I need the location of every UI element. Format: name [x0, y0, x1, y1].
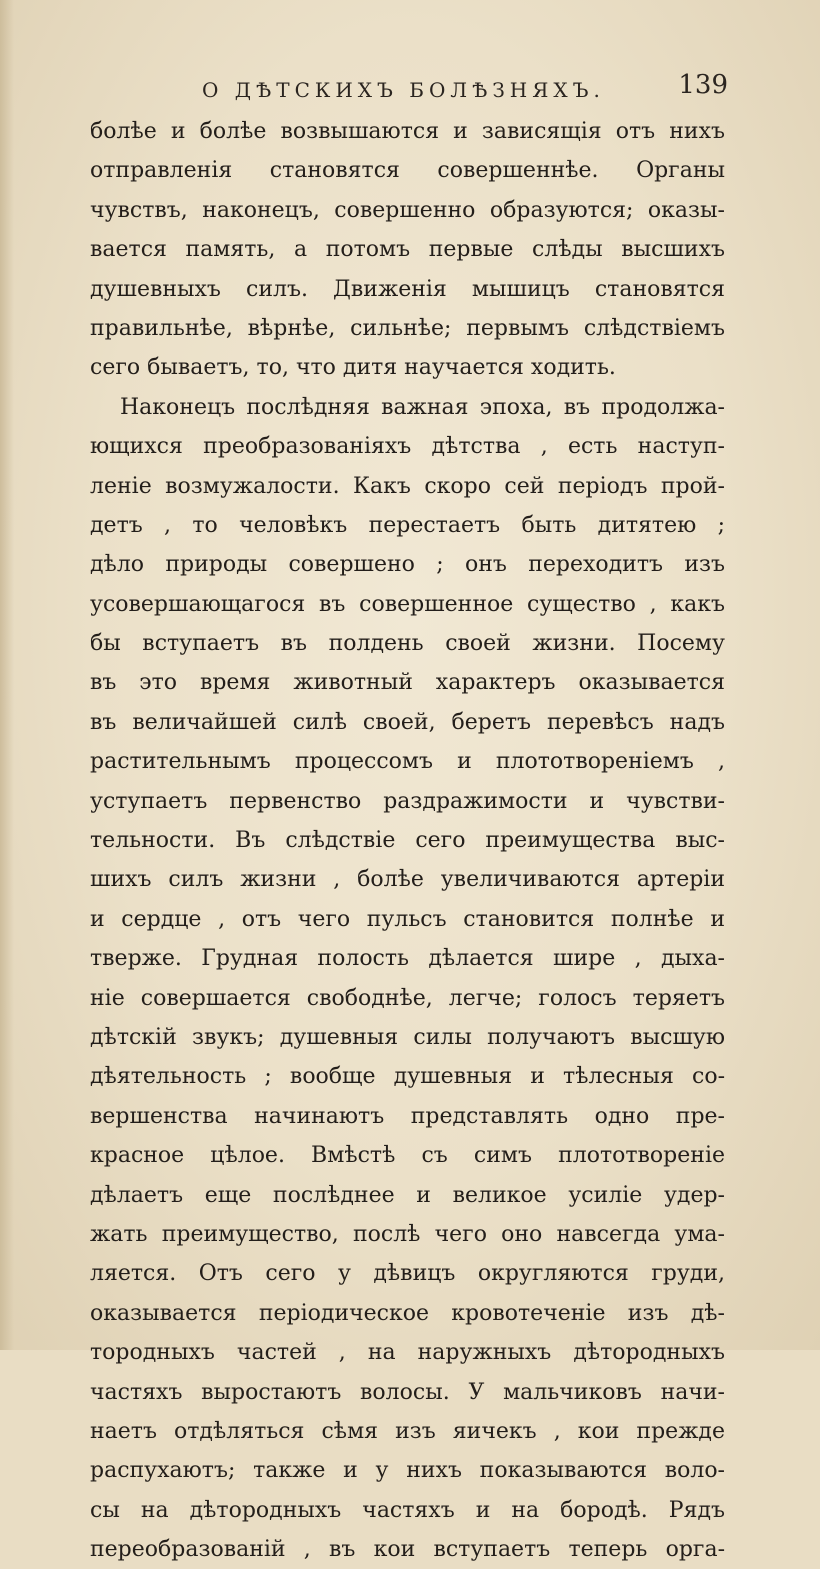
- text-line: уступаетъ первенство раздражимости и чувстви-: [90, 788, 725, 814]
- text-line: наетъ отдѣляться сѣмя изъ яичекъ , кои прежде: [90, 1418, 725, 1444]
- text-line: чувствъ, наконецъ, совершенно образуются; оказы-: [90, 197, 725, 223]
- text-line: вершенства начинаютъ представлять одно пре-: [90, 1103, 725, 1129]
- text-line: душевныхъ силъ. Движенія мышицъ становятся: [90, 276, 725, 302]
- text-line: сы на дѣтородныхъ частяхъ и на бородѣ. Рядъ: [90, 1497, 725, 1523]
- text-line: ніе совершается свободнѣе, легче; голосъ теряетъ: [90, 985, 725, 1011]
- text-line: бы вступаетъ въ полдень своей жизни. Посему: [90, 631, 725, 657]
- text-line: тверже. Грудная полость дѣлается шире , дыха-: [90, 946, 725, 972]
- text-line: въ величайшей силѣ своей, беретъ перевѣсъ надъ: [90, 709, 725, 735]
- text-line: шихъ силъ жизни , болѣе увеличиваются артеріи: [90, 867, 725, 893]
- text-line: красное цѣлое. Вмѣстѣ съ симъ плототвореніе: [90, 1143, 725, 1169]
- text-line: сего бываетъ, то, что дитя научается ходить.: [90, 355, 616, 381]
- text-line: переобразованій , въ кои вступаетъ теперь орга-: [90, 1537, 725, 1563]
- text-line: дѣятельность ; вообще душевныя и тѣлесныя со-: [90, 1064, 725, 1090]
- text-line: жать преимущество, послѣ чего оно навсегда ума-: [90, 1221, 725, 1247]
- text-line: правильнѣе, вѣрнѣе, сильнѣе; первымъ слѣдствіемъ: [90, 315, 725, 341]
- text-line: въ это время животный характеръ оказывается: [90, 670, 725, 696]
- text-line: распухаютъ; также и у нихъ показываются воло-: [90, 1458, 725, 1484]
- text-line: детъ , то человѣкъ перестаетъ быть дитятею ;: [90, 512, 725, 538]
- text-line: дѣлаетъ еще послѣднее и великое усиліе удер-: [90, 1182, 725, 1208]
- body-text: [90, 112, 725, 1569]
- text-line: дѣло природы совершено ; онъ переходитъ изъ: [90, 552, 725, 578]
- text-line: болѣе и болѣе возвышаются и зависящія отъ нихъ: [90, 119, 725, 144]
- text-line: тородныхъ частей , на наружныхъ дѣтородныхъ: [90, 1340, 725, 1366]
- page-edge-shadow: [0, 0, 14, 1350]
- text-line: отправленія становятся совершеннѣе. Органы: [90, 158, 725, 184]
- text-line: ющихся преобразованіяхъ дѣтства , есть наступ-: [90, 434, 725, 460]
- page-number: 139: [678, 70, 728, 100]
- text-line: тельности. Въ слѣдствіе сего преимущества выс-: [90, 828, 725, 854]
- text-line: и сердце , отъ чего пульсъ становится полнѣе и: [90, 906, 725, 932]
- text-line: оказывается періодическое кровотеченіе изъ дѣ-: [90, 1300, 725, 1326]
- text-line: ляется. Отъ сего у дѣвицъ округляются груди,: [90, 1261, 725, 1287]
- text-line: усовершающагося въ совершенное существо , какъ: [90, 591, 725, 617]
- running-title: О ДѢТСКИХЪ БОЛѢЗНЯХЪ.: [202, 78, 605, 102]
- text-line: растительнымъ процессомъ и плототвореніемъ ,: [90, 749, 725, 775]
- text-line: частяхъ выростаютъ волосы. У мальчиковъ начи-: [90, 1379, 725, 1405]
- text-line: вается память, а потомъ первые слѣды высшихъ: [90, 237, 725, 263]
- text-line: леніе возмужалости. Какъ скоро сей періодъ прой-: [90, 473, 725, 499]
- text-line: дѣтскій звукъ; душевныя силы получаютъ высшую: [90, 1024, 725, 1050]
- running-header: [90, 70, 740, 110]
- paragraph-start-line: Наконецъ послѣдняя важная эпоха, въ продолжа-: [120, 394, 725, 420]
